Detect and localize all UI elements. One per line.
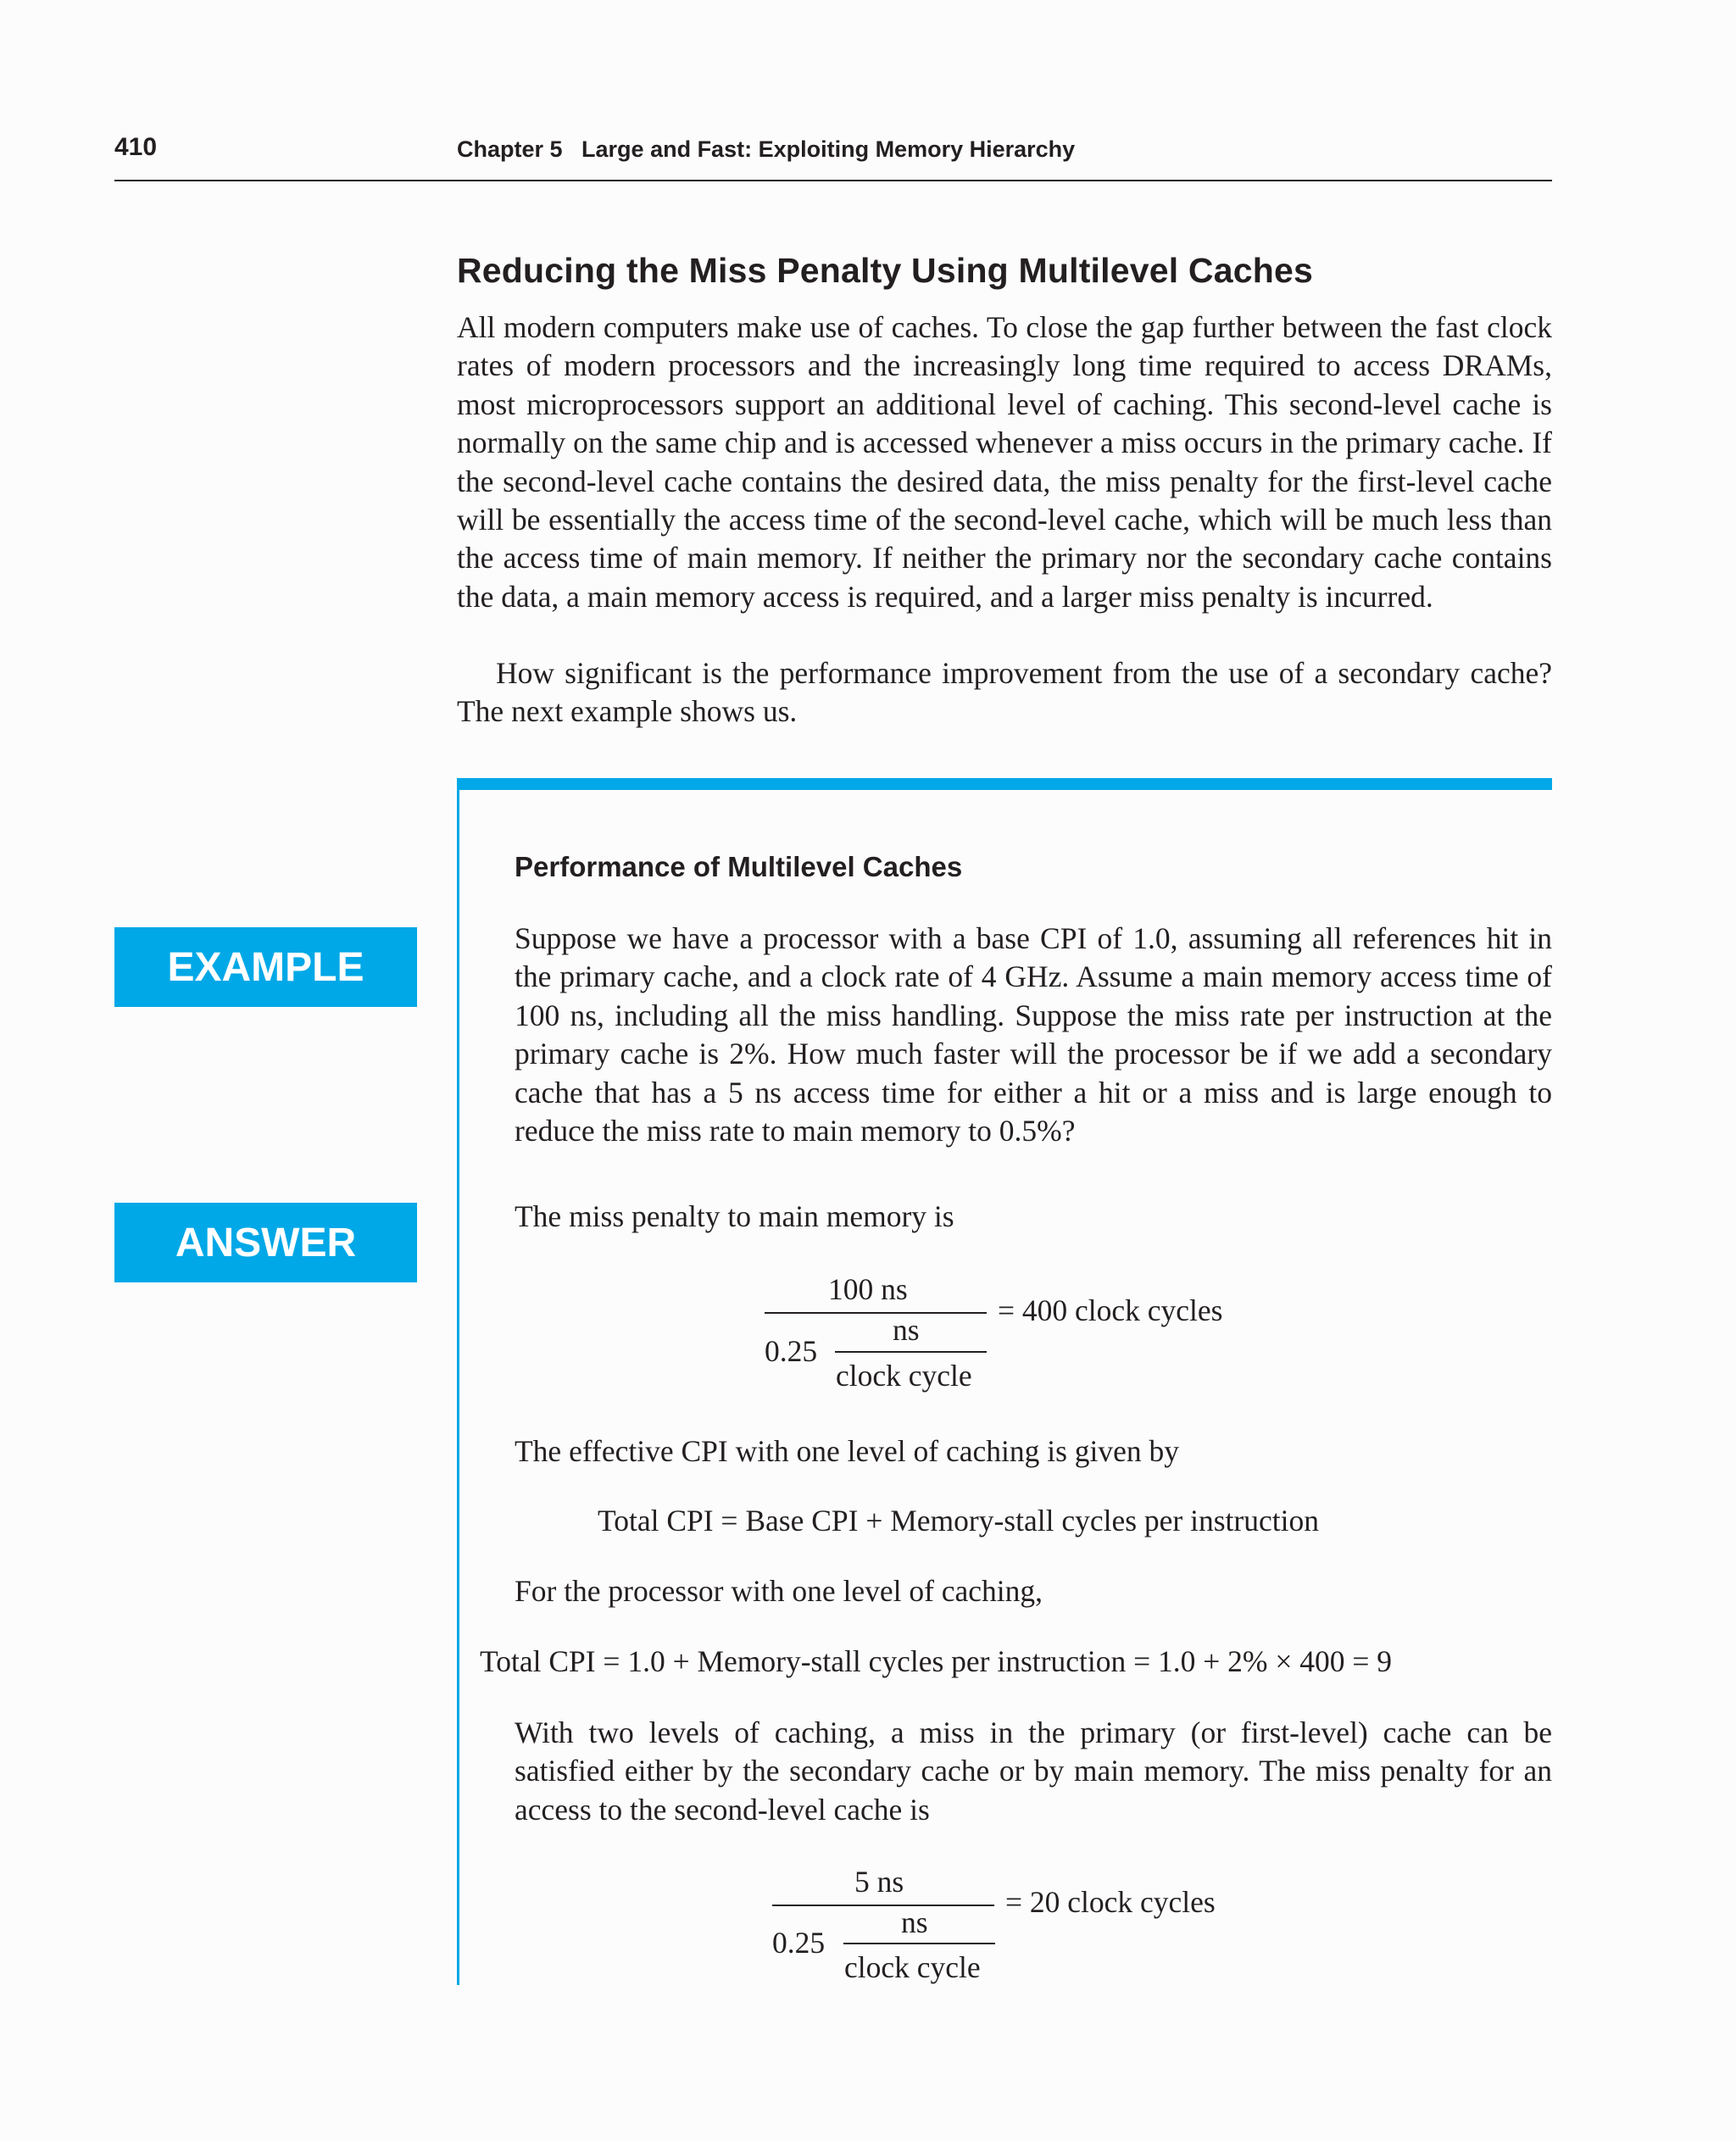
header-rule — [114, 180, 1552, 181]
example-box-top-rule — [457, 778, 1552, 790]
intro-paragraph-2: How significant is the performance improvement from the use of a secondary cache? The next example shows us. — [457, 656, 1552, 729]
answer-line-3: For the processor with one level of caching, — [515, 1574, 1043, 1608]
eq4-main-bar — [772, 1905, 994, 1906]
answer-line-1: The miss penalty to main memory is — [515, 1199, 954, 1233]
eq1-inner-denominator: clock cycle — [836, 1359, 972, 1393]
page-number: 410 — [114, 133, 158, 161]
eq4-inner-denominator: clock cycle — [844, 1950, 981, 1984]
eq1-main-bar — [765, 1312, 987, 1314]
eq1-numerator: 100 ns — [828, 1272, 908, 1306]
section-heading: Reducing the Miss Penalty Using Multilevel Caches — [457, 251, 1313, 290]
answer-paragraph: With two levels of caching, a miss in the primary (or first-level) cache can be satisfied either by the secondary cache or by main memory. The miss penalty for an access to the second-level cache is — [515, 1716, 1552, 1827]
eq4-numerator: 5 ns — [854, 1865, 904, 1899]
example-label: EXAMPLE — [114, 927, 417, 1007]
example-title: Performance of Multilevel Caches — [515, 851, 963, 882]
intro-paragraph: All modern computers make use of caches. To close the gap further between the fast clock rates of modern processors and the increasingly long time required to access DRAMs, most microprocessors support an additional level of caching. This second-level cache is normally on the same chip and is accessed whenever a miss occurs in the primary cache. If the second-level cache contains the desired data, the miss penalty for the first-level cache will be essentially the access time of the second-level cache, which will be much less than the access time of main memory. If neither the primary nor the secondary cache contains the data, a main memory access is required, and a larger miss penalty is incurred. — [457, 310, 1552, 614]
example-text: Suppose we have a processor with a base CPI of 1.0, assuming all references hit in the primary cache, and a clock rate of 4 GHz. Assume a main memory access time of 100 ns, including all the miss handling. Suppose the miss rate per instruction at the primary cache is 2%. How much faster will the processor be if we add a secondary cache that has a 5 ns access time for either a hit or a miss and is large enough to reduce the miss rate to main memory to 0.5%? — [515, 921, 1552, 1148]
equation-3: Total CPI = 1.0 + Memory-stall cycles per instruction = 1.0 + 2% × 400 = 9 — [480, 1644, 1392, 1678]
eq1-inner-numerator: ns — [893, 1313, 920, 1347]
equation-2: Total CPI = Base CPI + Memory-stall cycles per instruction — [598, 1504, 1319, 1538]
answer-label: ANSWER — [114, 1203, 417, 1282]
eq1-coefficient: 0.25 — [765, 1334, 818, 1368]
eq4-result: = 20 clock cycles — [1005, 1885, 1216, 1919]
eq1-inner-bar — [835, 1351, 987, 1353]
eq4-inner-bar — [843, 1943, 995, 1944]
eq4-inner-numerator: ns — [901, 1905, 928, 1939]
chapter-title: Chapter 5 Large and Fast: Exploiting Memory Hierarchy — [457, 136, 1076, 162]
answer-line-2: The effective CPI with one level of caching is given by — [515, 1434, 1180, 1468]
eq4-coefficient: 0.25 — [772, 1926, 826, 1960]
eq1-result: = 400 clock cycles — [998, 1293, 1223, 1327]
example-box-left-rule — [457, 790, 459, 1985]
